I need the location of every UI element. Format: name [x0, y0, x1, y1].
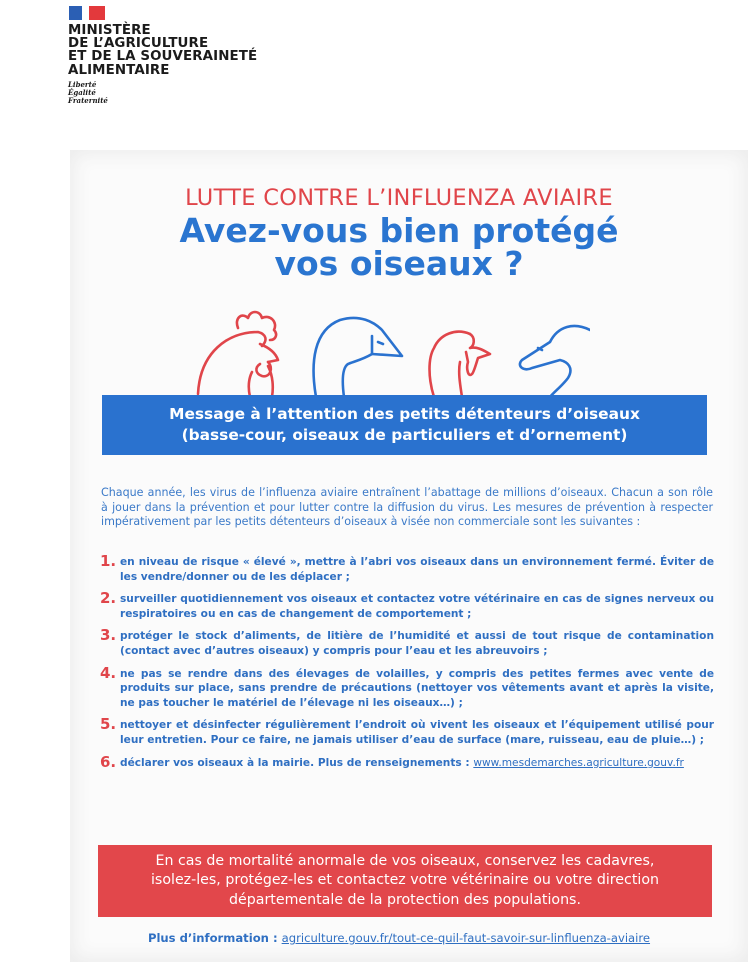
ministry-logo-block [68, 6, 257, 106]
target-audience-banner: Message à l’attention des petits détenteurs d’oiseaux (basse-cour, oiseaux de particuliers et d’ornement) [102, 395, 707, 455]
measure-item: 5. nettoyer et désinfecter régulièrement l’endroit où vivent les oiseaux et l’équipement utilisé pour leur entretien. Pour ce faire, ne jamais utiliser d’eau de surface (mare, ruisseau, eau de pluie…) ; [100, 715, 714, 746]
prevention-measures-list [100, 552, 714, 778]
goose-icon [314, 318, 402, 397]
measure-item: 1. en niveau de risque « élevé », mettre à l’abri vos oiseaux dans un environnement fermé. Éviter de les vendre/donner ou de les déplacer ; [100, 552, 714, 583]
poster-headline: Avez-vous bien protégé vos oiseaux ? [179, 211, 619, 283]
birds-illustration [190, 302, 590, 397]
mesdemarches-link[interactable]: www.mesdemarches.agriculture.gouv.fr [473, 756, 684, 769]
poster [70, 150, 748, 962]
measure-item: 3. protéger le stock d’aliments, de litière de l’humidité et aussi de tout risque de contamination (contact avec d’autres oiseaux) y compris pour l’eau et les abreuvoirs ; [100, 626, 714, 657]
turkey-icon [430, 332, 491, 397]
republic-motto: Liberté Égalité Fraternité [68, 79, 108, 106]
intro-paragraph: Chaque année, les virus de l’influenza aviaire entraînent l’abattage de millions d’oiseaux. Chacun a son rôle à jouer dans la prévention et pour lutter contre la diffusion du virus. Les mesures de prévention à respecter impérativement par les petits détenteurs d’oiseaux à visée non commerciale sont les suivantes : [101, 486, 713, 529]
mortality-alert-banner: En cas de mortalité anormale de vos oiseaux, conservez les cadavres, isolez-les, protégez-les et contactez votre vétérinaire ou votre direction départementale de la protection des populations. [98, 845, 712, 917]
poster-kicker: LUTTE CONTRE L’INFLUENZA AVIAIRE [185, 185, 613, 211]
measure-item: 2. surveiller quotidiennement vos oiseaux et contactez votre vétérinaire en cas de signes nerveux ou respiratoires ou en cas de changement de comportement ; [100, 589, 714, 620]
measure-item: 6. déclarer vos oiseaux à la mairie. Plus de renseignements : www.mesdemarches.agriculture.gouv.fr [100, 752, 684, 771]
more-info-line: Plus d’information : agriculture.gouv.fr/tout-ce-quil-faut-savoir-sur-linfluenza-aviaire [147, 931, 651, 945]
duck-icon [520, 326, 590, 397]
ministry-name: MINISTÈRE DE L’AGRICULTURE ET DE LA SOUVERAINETÉ ALIMENTAIRE [68, 23, 258, 78]
french-flag-icon [69, 6, 105, 20]
more-info-link[interactable]: agriculture.gouv.fr/tout-ce-quil-faut-savoir-sur-linfluenza-aviaire [281, 931, 651, 945]
measure-item: 4. ne pas se rendre dans des élevages de volailles, y compris des petites fermes avec vente de produits sur place, sans prendre de précautions (nettoyer vos vêtements avant et après la visite, ne pas toucher le matériel de l’élevage ni les oiseaux…) ; [100, 663, 714, 709]
chicken-icon [198, 312, 278, 397]
